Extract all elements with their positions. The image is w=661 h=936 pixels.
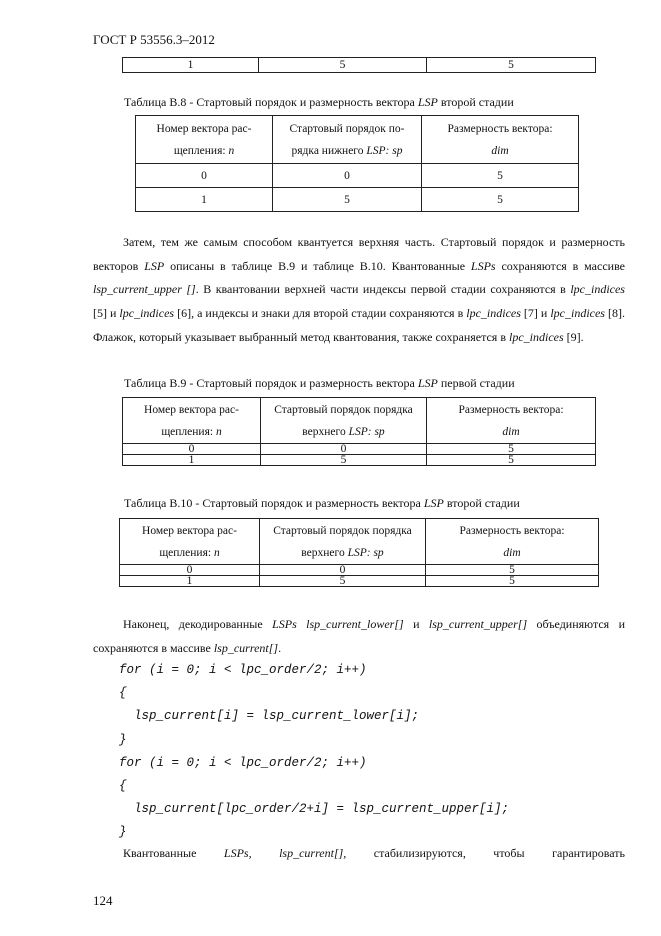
table-cell: 5: [422, 188, 579, 212]
code-line: }: [119, 732, 127, 747]
table-cell: 5: [422, 164, 579, 188]
table-header-cell: Размерность вектора: dim: [426, 519, 599, 565]
table-header-cell: Размерность вектора: dim: [427, 398, 596, 444]
table-cell: 5: [427, 58, 596, 73]
table-row: [123, 444, 596, 455]
table-b9: [122, 397, 596, 466]
table-cell: 0: [260, 565, 426, 576]
table-cell: 1: [123, 58, 259, 73]
table-cell: 5: [426, 576, 599, 587]
table-row: [120, 576, 599, 587]
table-cell: 5: [260, 576, 426, 587]
table-cell: 0: [120, 565, 260, 576]
table-cell: 1: [120, 576, 260, 587]
paragraph-decoded-lsps: Наконец, декодированные LSPs lsp_current_lower[] и lsp_current_upper[] объединяются и сохраняются в массиве lsp_current[].: [93, 617, 626, 655]
code-line: lsp_current[lpc_order/2+i] = lsp_current_upper[i];: [119, 802, 510, 817]
table-b8-caption: Таблица В.8 - Стартовый порядок и размерность вектора LSP второй стадии: [124, 95, 514, 109]
table-row: [136, 164, 579, 188]
table-header-cell: Номер вектора рас- щепления: n: [136, 116, 273, 164]
table-b9-caption: Таблица В.9 - Стартовый порядок и размерность вектора LSP первой стадии: [124, 376, 515, 390]
code-block: [119, 659, 509, 845]
page-number: 124: [93, 893, 113, 908]
code-line: for (i = 0; i < lpc_order/2; i++): [119, 663, 367, 677]
table-header-cell: Номер вектора рас- щепления: n: [120, 519, 260, 565]
table-header-cell: Стартовый порядок порядка верхнего LSP: sp: [260, 519, 426, 565]
table-cell: 5: [273, 188, 422, 212]
paragraph-stabilization: Квантованные LSPs, lsp_current[], стабилизируются, чтобы гарантировать: [123, 846, 625, 860]
table-cell: 5: [427, 444, 596, 455]
table-header-cell: Номер вектора рас- щепления: n: [123, 398, 261, 444]
table-header-cell: Размерность вектора: dim: [422, 116, 579, 164]
table-header-cell: Стартовый порядок по- рядка нижнего LSP: sp: [273, 116, 422, 164]
table-cell: 0: [261, 444, 427, 455]
table-cell: 1: [136, 188, 273, 212]
code-line: {: [119, 686, 127, 701]
code-line: }: [119, 825, 127, 840]
table-b10-caption: Таблица В.10 - Стартовый порядок и размерность вектора LSP второй стадии: [124, 496, 520, 510]
table-row: [120, 565, 599, 576]
table-cell: 0: [136, 164, 273, 188]
table-cell: 1: [123, 455, 261, 466]
code-line: lsp_current[i] = lsp_current_lower[i];: [119, 709, 420, 724]
table-cell: 5: [261, 455, 427, 466]
table-b10: [119, 518, 599, 587]
table-cell: 5: [426, 565, 599, 576]
table-cell: 0: [123, 444, 261, 455]
table-b8: [135, 115, 579, 212]
table-row: [123, 455, 596, 466]
table-continuation-row: [122, 57, 596, 73]
code-line: {: [119, 779, 127, 794]
table-cell: 5: [259, 58, 427, 73]
paragraph-upper-quantization: Затем, тем же самым способом квантуется верхняя часть. Стартовый порядок и размерность векторов LSP описаны в таблице В.9 и таблице В.10. Квантованные LSPs сохраняются в массиве lsp_current_upper []. В квантовании верхней части индексы первой стадии сохраняются в lpc_indices [5] и lpc_indices [6], а индексы и знаки для второй стадии сохраняются в lpc_indices [7] и lpc_indices [8]. Флажок, который указывает выбранный метод квантования, также сохраняется в lpc_indices [9].: [93, 235, 625, 344]
code-line: for (i = 0; i < lpc_order/2; i++): [119, 755, 367, 770]
table-header-cell: Стартовый порядок порядка верхнего LSP: sp: [261, 398, 427, 444]
document-header: ГОСТ Р 53556.3–2012: [93, 32, 215, 47]
table-cell: 5: [427, 455, 596, 466]
table-cell: 0: [273, 164, 422, 188]
table-row: [136, 188, 579, 212]
